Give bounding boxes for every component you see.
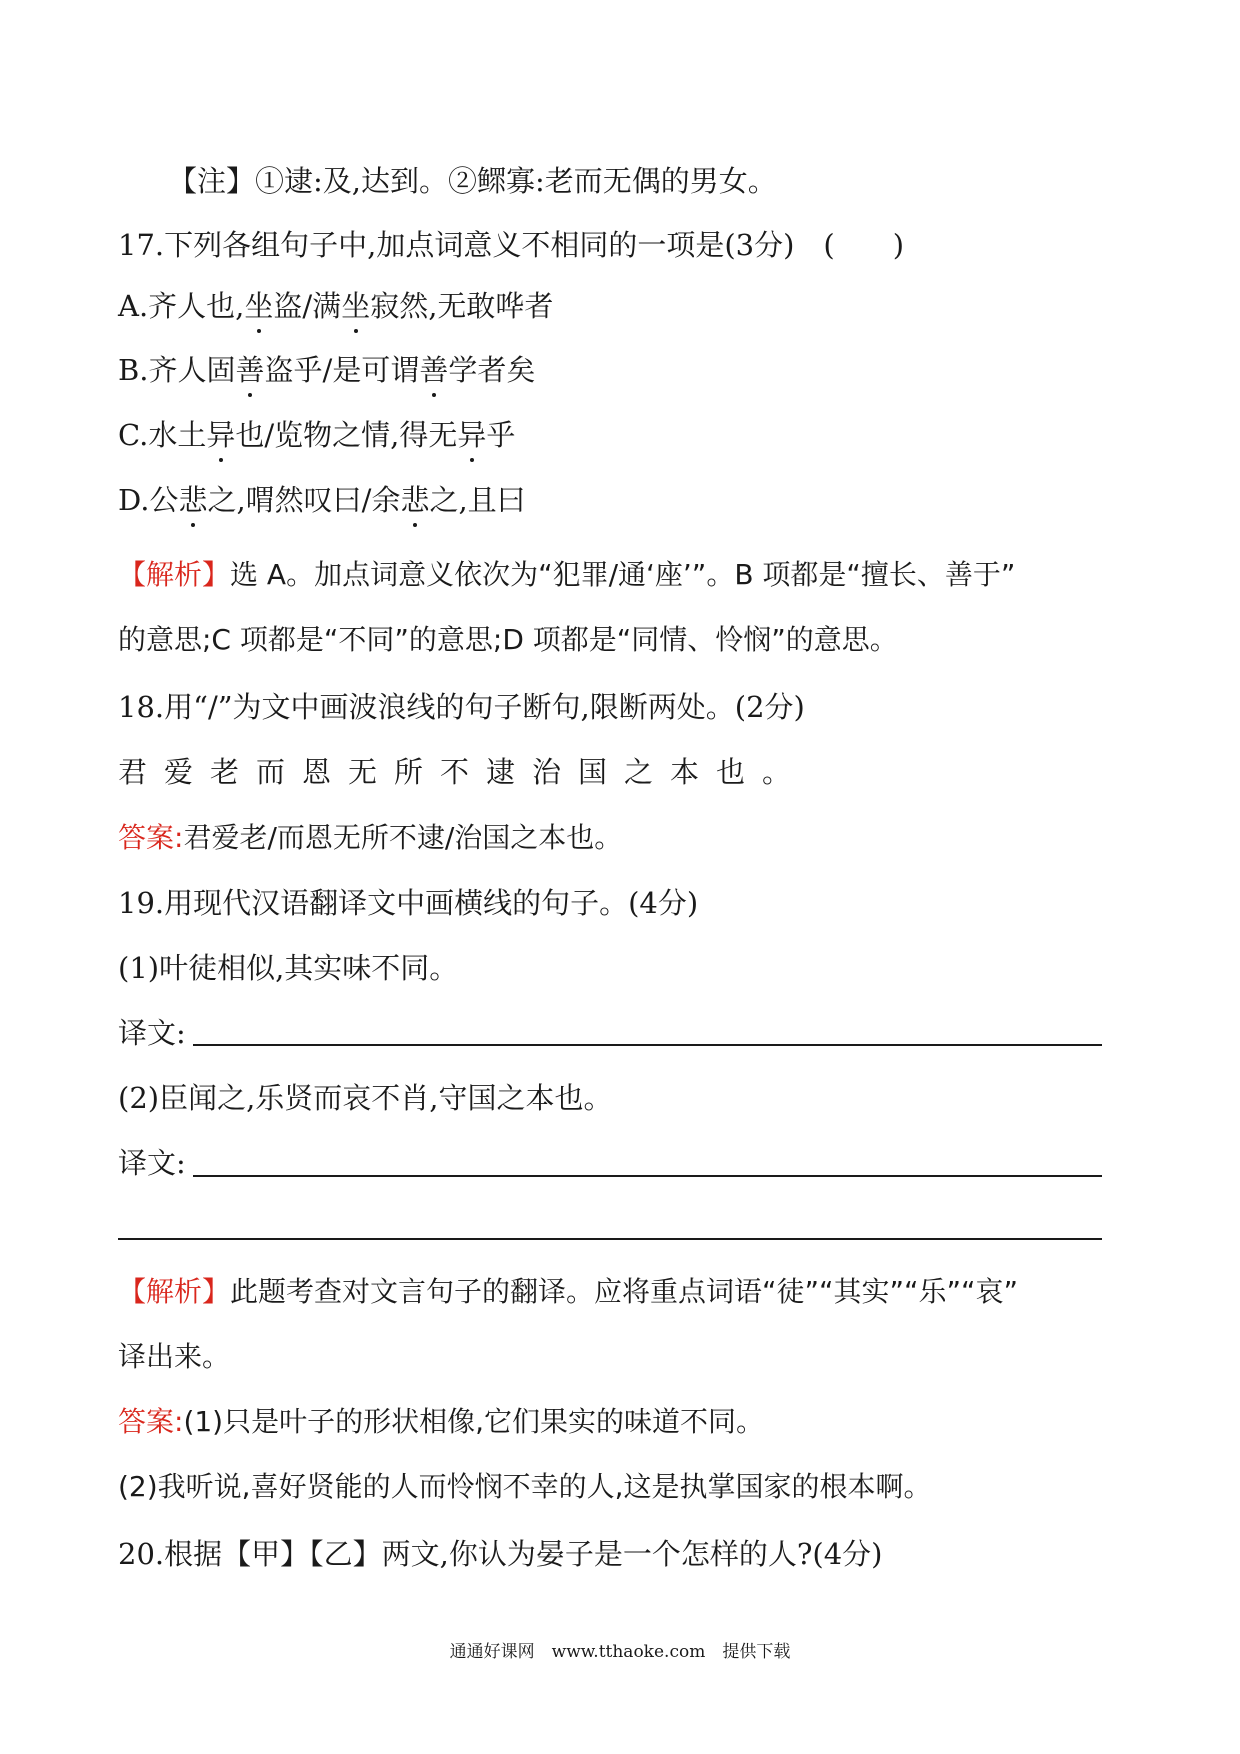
- option-text: 之,且曰: [429, 483, 526, 517]
- q20-stem: 20.根据【甲】【乙】两文,你认为晏子是一个怎样的人?(4分): [118, 1537, 883, 1571]
- answer-label: 答案:: [118, 821, 184, 854]
- option-text: 盗乎/是可谓: [264, 353, 420, 387]
- analysis-text: 选 A。加点词意义依次为“犯罪/通‘座’”。B 项都是“擅长、善于”: [230, 558, 1016, 591]
- answer-label: 答案:: [118, 1405, 184, 1438]
- analysis-text: 此题考查对文言句子的翻译。应将重点词语“徒”“其实”“乐”“哀”: [230, 1275, 1019, 1308]
- answer-blank-line: [193, 1175, 1102, 1177]
- option-text: 也/览物之情,得无: [235, 418, 458, 452]
- dotted-word: 善: [236, 350, 265, 390]
- option-text: D.公: [118, 483, 179, 517]
- q17-analysis-cont: 的意思;C 项都是“不同”的意思;D 项都是“同情、怜悯”的意思。: [118, 623, 898, 656]
- q19-translate-label-2: 译文:: [118, 1146, 186, 1180]
- note-text: 【注】①逮:及,达到。②鳏寡:老而无偶的男女。: [168, 164, 777, 198]
- dotted-word: 异: [457, 415, 486, 455]
- dotted-word: 悲: [178, 480, 207, 520]
- option-text: A.齐人也,: [118, 289, 245, 323]
- answer-blank-line: [193, 1044, 1102, 1046]
- dotted-word: 悲: [400, 480, 429, 520]
- q18-sentence: 君爱老而恩无所不逮治国之本也。: [118, 755, 809, 789]
- q19-translate-label-1: 译文:: [118, 1016, 186, 1050]
- q18-answer: [118, 818, 622, 858]
- q19-analysis-cont: 译出来。: [118, 1340, 231, 1373]
- option-text: B.齐人固: [118, 353, 236, 387]
- q19-analysis: [118, 1272, 1018, 1312]
- option-text: 盗/满: [273, 289, 342, 323]
- dotted-word: 坐: [341, 286, 370, 326]
- q17-option-b: [118, 350, 535, 390]
- answer-text: 君爱老/而恩无所不逮/治国之本也。: [183, 821, 623, 854]
- option-text: 乎: [486, 418, 516, 452]
- q17-option-d: [118, 480, 526, 520]
- option-text: 之,喟然叹曰/余: [207, 483, 401, 517]
- option-text: 学者矣: [448, 353, 536, 387]
- q19-answer-1: [118, 1402, 764, 1442]
- answer-blank-line: [118, 1238, 1102, 1240]
- q17-option-c: [118, 415, 515, 455]
- q19-item2: (2)臣闻之,乐贤而哀不肖,守国之本也。: [118, 1081, 613, 1115]
- q18-stem: 18.用“/”为文中画波浪线的句子断句,限断两处。(2分): [118, 690, 805, 724]
- option-text: 寂然,无敢哗者: [370, 289, 554, 323]
- q17-stem: 17.下列各组句子中,加点词意义不相同的一项是(3分) ( ): [118, 228, 905, 262]
- q17-analysis: [118, 555, 1015, 595]
- answer-text: (1)只是叶子的形状相像,它们果实的味道不同。: [183, 1405, 765, 1438]
- q19-answer-2: (2)我听说,喜好贤能的人而怜悯不幸的人,这是执掌国家的根本啊。: [118, 1470, 932, 1503]
- q19-item1: (1)叶徒相似,其实味不同。: [118, 951, 459, 985]
- q17-option-a: [118, 286, 553, 326]
- option-text: C.水土: [118, 418, 207, 452]
- page-footer: 通通好课网 www.tthaoke.com 提供下载: [449, 1642, 791, 1662]
- dotted-word: 异: [206, 415, 235, 455]
- dotted-word: 坐: [244, 286, 273, 326]
- dotted-word: 善: [419, 350, 448, 390]
- analysis-label: 【解析】: [118, 558, 231, 591]
- analysis-label: 【解析】: [118, 1275, 231, 1308]
- q19-stem: 19.用现代汉语翻译文中画横线的句子。(4分): [118, 886, 699, 920]
